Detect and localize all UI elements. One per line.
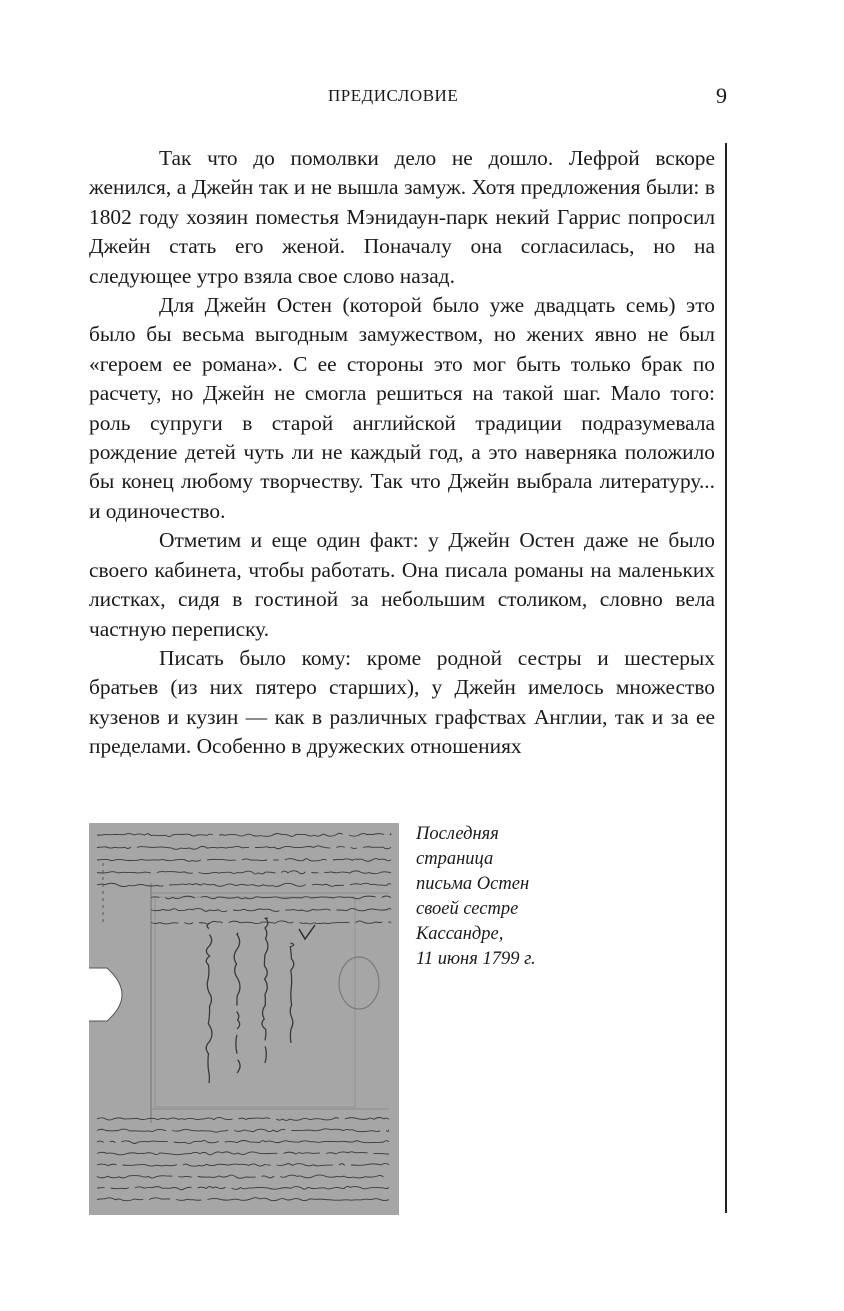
running-title: ПРЕДИСЛОВИЕ xyxy=(328,86,459,105)
letter-photo xyxy=(89,823,399,1215)
caption-line: страница xyxy=(416,849,494,869)
paragraph: Отметим и еще один факт: у Джейн Остен даже не было своего кабинета, чтобы работать. Она писала романы на маленьких листках, сидя в гостиной за небольшим столиком, словно вела частную переписку. xyxy=(89,528,715,641)
body-text xyxy=(89,144,715,762)
margin-rule xyxy=(725,143,727,1213)
letter-illustration xyxy=(89,823,399,1215)
letter-paper xyxy=(89,823,399,1215)
caption-line: 11 июня 1799 г. xyxy=(416,949,536,969)
paragraph: Писать было кому: кроме родной сестры и шестерых братьев (из них пятеро старших), у Джейн имелось множество кузенов и кузин — как в различных графствах Англии, так и за ее пределами. Особенно в дружеских отношениях xyxy=(89,645,715,759)
paragraph: Так что до помолвки дело не дошло. Лефрой вскоре женился, а Джейн так и не вышла замуж. Хотя предложения были: в 1802 году хозяин поместья Мэнидаун-парк некий Гаррис попросил Джейн стать его женой. Поначалу она согласилась, но на следующее утро взяла свое слово назад. xyxy=(89,146,715,288)
caption-line: письма Остен xyxy=(416,874,530,894)
caption-line: своей сестре xyxy=(416,899,519,919)
figure-caption xyxy=(416,822,576,972)
caption-line: Кассандре, xyxy=(416,924,504,944)
paragraph: Для Джейн Остен (которой было уже двадцать семь) это было бы весьма выгодным замужеством, но жених явно не был «героем ее романа». С ее стороны это мог быть только брак по расчету, но Джейн не смогла решиться на такой шаг. Мало того: роль супруги в старой английской традиции подразумевала рождение детей чуть ли не каждый год, а это наверняка положило бы конец любому творчеству. Так что Джейн выбрала литературу... и одиночество. xyxy=(89,293,715,523)
caption-line: Последняя xyxy=(416,824,499,844)
page-number: 9 xyxy=(716,83,727,108)
running-head xyxy=(0,83,844,110)
